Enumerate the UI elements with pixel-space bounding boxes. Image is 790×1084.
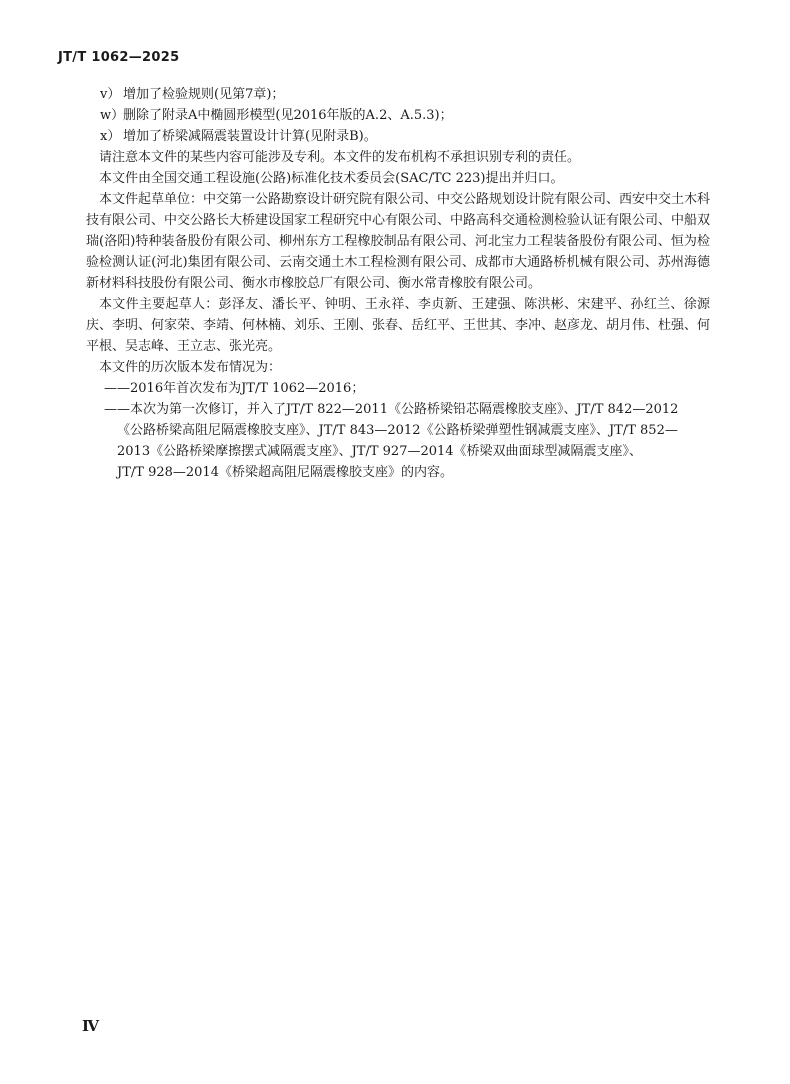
history-line: JT/T 928—2014《桥梁超高阻尼隔震橡胶支座》的内容。 xyxy=(117,465,453,480)
list-text: 增加了桥梁减隔震装置设计计算(见附录B)。 xyxy=(123,129,377,144)
list-item-w xyxy=(86,105,710,126)
list-marker: v） xyxy=(100,87,121,102)
patent-notice: 请注意本文件的某些内容可能涉及专利。本文件的发布机构不承担识别专利的责任。 xyxy=(99,150,581,165)
document-code: JT/T 1062—2025 xyxy=(58,50,180,65)
history-item-second xyxy=(86,399,710,483)
list-item-x xyxy=(86,126,710,147)
list-marker: w） xyxy=(100,108,125,123)
history-item-first: ——2016年首次发布为JT/T 1062—2016； xyxy=(104,381,365,396)
history-line: ——本次为第一次修订，并入了JT/T 822—2011《公路桥梁铅芯隔震橡胶支座》、JT/T 842—2012 xyxy=(104,402,679,417)
history-line: 《公路桥梁高阻尼隔震橡胶支座》、JT/T 843—2012《公路桥梁弹塑性钢减震支座》、JT/T 852— xyxy=(117,423,678,438)
drafters-paragraph: 本文件主要起草人：彭泽友、潘长平、钟明、王永祥、李贞新、王建强、陈洪彬、宋建平、孙红兰、徐源庆、李明、何家荣、李靖、何林楠、刘乐、王刚、张春、岳红平、王世其、李冲、赵彦龙、胡月伟、杜强、何平根、吴志峰、王立志、张光亮。 xyxy=(86,297,711,354)
drafting-units-paragraph: 本文件起草单位：中交第一公路勘察设计研究院有限公司、中交公路规划设计院有限公司、西安中交土木科技有限公司、中交公路长大桥建设国家工程研究中心有限公司、中路高科交通检测检验认证有限公司、中船双瑞(洛阳)特种装备股份有限公司、柳州东方工程橡胶制品有限公司、河北宝力工程装备股份有限公司、恒为检验检测认证(河北)集团有限公司、云南交通土木工程检测有限公司、成都市大通路桥机械有限公司、苏州海德新材料科技股份有限公司、衡水市橡胶总厂有限公司、衡水常青橡胶有限公司。 xyxy=(86,192,711,291)
history-line: 2013《公路桥梁摩擦摆式减隔震支座》、JT/T 927—2014《桥梁双曲面球型减隔震支座》、 xyxy=(117,444,643,459)
proposer-paragraph: 本文件由全国交通工程设施(公路)标准化技术委员会(SAC/TC 223)提出并归口。 xyxy=(99,171,564,186)
page-number: Ⅳ xyxy=(82,1017,100,1035)
list-text: 增加了检验规则(见第7章)； xyxy=(123,87,285,102)
history-title: 本文件的历次版本发布情况为： xyxy=(99,360,282,375)
list-marker: x） xyxy=(100,129,121,144)
list-text: 删除了附录A中椭圆形模型(见2016年版的A.2、A.5.3)； xyxy=(123,108,453,123)
list-item-v xyxy=(86,84,710,105)
foreword-content xyxy=(86,84,710,483)
